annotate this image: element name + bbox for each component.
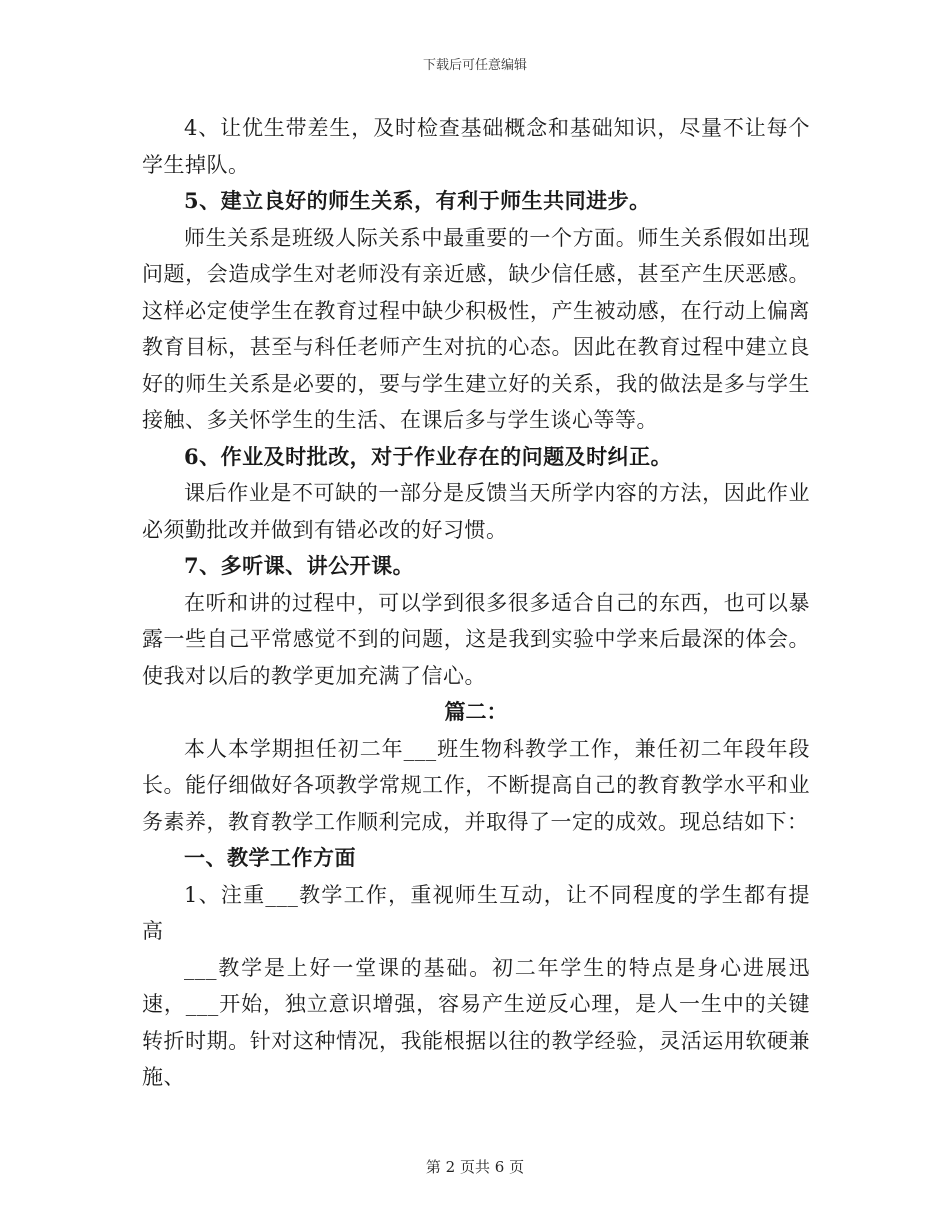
paragraph-teaching-basis: ___教学是上好一堂课的基础。初二年学生的特点是身心进展迅速，___开始，独立意识增强，容易产生逆反心理，是人一生中的关键转折时期。针对这种情况，我能根据以往的教学经验，灵活运用软硬兼施、 — [142, 955, 810, 1089]
part-two-heading: 篇二： — [444, 699, 508, 724]
heading-item-7: 7、多听课、讲公开课。 — [184, 553, 415, 578]
page-header: 下载后可任意编辑 — [422, 58, 527, 73]
paragraph-introduction: 本人本学期担任初二年___班生物科教学工作，兼任初二年段年段长。能仔细做好各项教学常规工作，不断提高自己的教育教学水平和业务素养，教育教学工作顺利完成，并取得了一定的成效。现总结如下： — [142, 736, 810, 834]
paragraph-homework: 课后作业是不可缺的一部分是反馈当天所学内容的方法，因此作业必须勤批改并做到有错必改的好习惯。 — [142, 481, 810, 542]
page-footer: 第 2 页共 6 页 — [425, 1158, 525, 1176]
paragraph-teacher-student-relation: 师生关系是班级人际关系中最重要的一个方面。师生关系假如出现问题，会造成学生对老师没有亲近感，缺少信任感，甚至产生厌恶感。这样必定使学生在教育过程中缺少积极性，产生被动感，在行动上偏离教育目标，甚至与科任老师产生对抗的心态。因此在教育过程中建立良好的师生关系是必要的，要与学生建立好的关系，我的做法是多与学生接触、多关怀学生的生活、在课后多与学生谈心等等。 — [142, 225, 810, 432]
paragraph-item-4: 4、让优生带差生，及时检查基础概念和基础知识，尽量不让每个学生掉队。 — [142, 116, 810, 177]
section-heading-teaching-work: 一、教学工作方面 — [184, 845, 356, 870]
heading-item-5: 5、建立良好的师生关系，有利于师生共同进步。 — [184, 188, 651, 213]
paragraph-point-1: 1、注重___教学工作，重视师生互动，让不同程度的学生都有提高 — [142, 882, 810, 943]
paragraph-lessons: 在听和讲的过程中，可以学到很多很多适合自己的东西，也可以暴露一些自己平常感觉不到的问题，这是我到实验中学来后最深的体会。使我对以后的教学更加充满了信心。 — [142, 590, 810, 688]
heading-item-6: 6、作业及时批改，对于作业存在的问题及时纠正。 — [184, 443, 673, 469]
document-body — [142, 110, 810, 1096]
